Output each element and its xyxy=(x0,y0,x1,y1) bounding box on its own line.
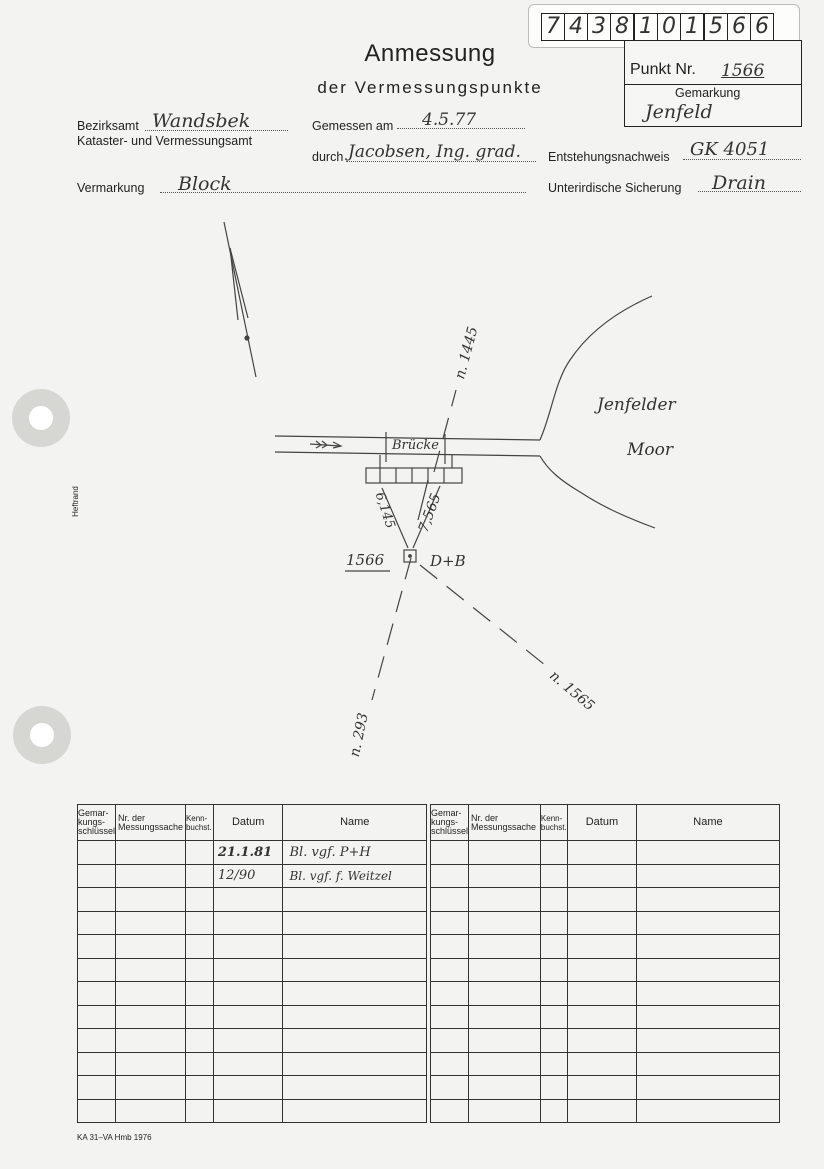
messung-table-right xyxy=(430,804,780,1123)
table-row xyxy=(78,935,427,959)
col-header-datum: Datum xyxy=(213,805,283,841)
table-row xyxy=(431,864,780,888)
messung-table-left xyxy=(77,804,427,1123)
col-header-gemarkung: Gemar-kungs-schlüssel xyxy=(431,805,469,841)
table-row xyxy=(431,1005,780,1029)
col-header-kennbuchst: Kenn-buchst. xyxy=(540,805,567,841)
moor-label-line1: Jenfelder xyxy=(597,395,676,415)
id-digit: 1 xyxy=(681,14,705,40)
gemessen-label: Gemessen am xyxy=(312,119,394,133)
point-number-label: 1566 xyxy=(346,551,385,569)
id-digit: 4 xyxy=(565,14,588,40)
row-datum: 12/90 xyxy=(213,864,283,888)
vermarkung-value: Block xyxy=(178,173,232,195)
col-header-messungssache: Nr. der Messungssache xyxy=(469,805,541,841)
amt-label: Kataster- und Vermessungsamt xyxy=(77,134,253,148)
moor-label-line2: Moor xyxy=(627,440,674,460)
table-row xyxy=(78,1029,427,1053)
row-name: Bl. vgf. f. Weitzel xyxy=(283,864,427,888)
table-row xyxy=(431,1076,780,1100)
id-digit: 3 xyxy=(588,14,611,40)
entstehung-value: GK 4051 xyxy=(690,139,770,160)
col-header-name: Name xyxy=(636,805,779,841)
durch-label: durch xyxy=(312,150,344,164)
table-row xyxy=(431,1099,780,1123)
bezirksamt-value: Wandsbek xyxy=(152,110,251,132)
row-datum: 21.1.81 xyxy=(213,841,283,865)
col-header-kennbuchst: Kenn-buchst. xyxy=(185,805,213,841)
id-digit: 1 xyxy=(635,14,658,40)
table-row xyxy=(78,841,427,865)
table-row xyxy=(78,1052,427,1076)
form-title: Anmessung xyxy=(364,40,496,67)
table-row xyxy=(78,1076,427,1100)
row-name: Bl. vgf. P+H xyxy=(283,841,427,865)
ray-label-n293: n. 293 xyxy=(346,711,372,759)
table-row xyxy=(431,888,780,912)
sicherung-value: Drain xyxy=(712,172,766,194)
id-digit: 5 xyxy=(705,14,728,40)
table-row xyxy=(431,911,780,935)
point-code-label: D+B xyxy=(430,552,466,570)
gemarkung-label: Gemarkung xyxy=(675,86,741,100)
table-row xyxy=(431,1052,780,1076)
id-digit: 6 xyxy=(728,14,751,40)
col-header-datum: Datum xyxy=(567,805,636,841)
table-row xyxy=(78,1099,427,1123)
table-row xyxy=(431,1029,780,1053)
bezirksamt-label: Bezirksamt xyxy=(77,119,139,133)
bridge-label: Brücke xyxy=(392,438,439,453)
footer-form-code: KA 31–VA Hmb 1976 xyxy=(77,1133,152,1142)
gemarkung-value: Jenfeld xyxy=(645,101,713,123)
col-header-gemarkung: Gemar-kungs-schlüssel xyxy=(78,805,116,841)
punkt-label: Punkt Nr. xyxy=(630,61,696,78)
ray-label-n1565: n. 1565 xyxy=(546,667,598,715)
table-row xyxy=(78,888,427,912)
entstehung-label: Entstehungsnachweis xyxy=(548,150,670,164)
table-row xyxy=(431,982,780,1006)
id-digit: 0 xyxy=(658,14,681,40)
durch-value: Jacobsen, Ing. grad. xyxy=(348,142,521,162)
ray-label-7565: 7,565 xyxy=(415,491,445,535)
id-digit: 8 xyxy=(611,14,635,40)
table-row xyxy=(78,958,427,982)
ray-label-n1445: n. 1445 xyxy=(452,325,482,381)
col-header-messungssache: Nr. der Messungssache xyxy=(116,805,186,841)
id-digit: 7 xyxy=(542,14,565,40)
table-row xyxy=(431,958,780,982)
heftrand-label: Heftrand xyxy=(70,486,80,517)
table-row xyxy=(78,1005,427,1029)
col-header-name: Name xyxy=(283,805,427,841)
table-row xyxy=(78,864,427,888)
table-row xyxy=(78,982,427,1006)
vermarkung-label: Vermarkung xyxy=(77,181,145,195)
table-row xyxy=(431,935,780,959)
table-row xyxy=(78,911,427,935)
ray-label-6145: 6,145 xyxy=(371,490,398,531)
sicherung-label: Unterirdische Sicherung xyxy=(548,181,682,195)
punkt-value: 1566 xyxy=(721,61,765,81)
id-digit: 6 xyxy=(755,14,769,39)
table-row xyxy=(431,841,780,865)
gemessen-value: 4.5.77 xyxy=(422,110,477,130)
form-subtitle: der Vermessungspunkte xyxy=(317,78,543,97)
north-arrow xyxy=(224,222,256,377)
